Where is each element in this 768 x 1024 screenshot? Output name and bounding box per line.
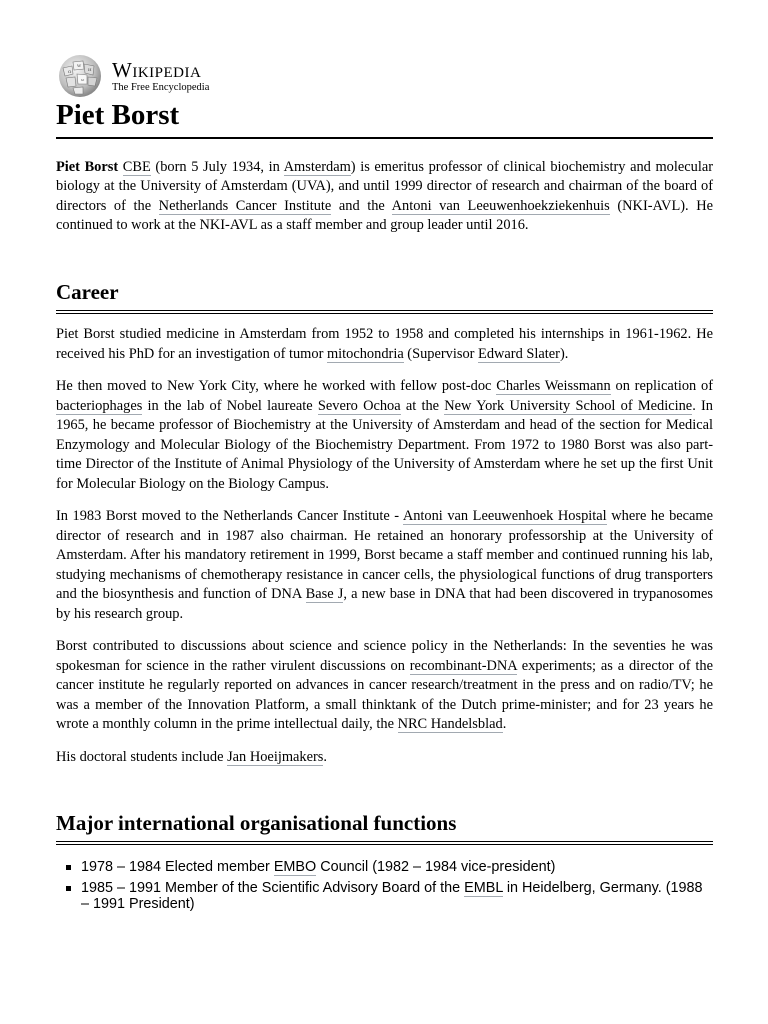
section-heading-international-functions: Major international organisational functions (56, 811, 713, 845)
career-p2-text-4: at the (400, 397, 445, 414)
page-title: Piet Borst (56, 100, 713, 139)
lead-paragraph (56, 158, 713, 236)
career-p1-text-3: ). (559, 345, 569, 362)
international-functions-list (56, 859, 713, 913)
link-base-j[interactable]: Base J (305, 586, 344, 603)
lead-text-1: (born 5 July 1934, in (150, 158, 284, 175)
career-p1-text-2: (Supervisor (403, 345, 479, 362)
career-p2-text-1: He then moved to New York City, where he worked with fellow post-doc (56, 378, 497, 395)
link-netherlands-cancer-institute[interactable]: Netherlands Cancer Institute (158, 197, 332, 214)
career-p2-text-2: on replication of (610, 378, 713, 395)
link-severo-ochoa[interactable]: Severo Ochoa (317, 397, 401, 414)
svg-text:И: И (88, 67, 92, 72)
link-antoni-van-leeuwenhoekziekenhuis[interactable]: Antoni van Leeuwenhoekziekenhuis (391, 197, 610, 214)
link-embo[interactable]: EMBO (273, 859, 317, 876)
svg-text:W: W (77, 63, 82, 68)
bullet (66, 886, 71, 891)
career-paragraph-1 (56, 325, 713, 364)
lead-text-3: and the (331, 197, 392, 214)
section-heading-career: Career (56, 280, 713, 314)
link-cbe[interactable]: CBE (122, 158, 151, 175)
lead-text-2: ) is emeritus professor of clinical biochemistry and molecular biology at the University of Amsterdam (UVA), and until 1999 director of research and chairman of the board of directors of the (56, 158, 714, 214)
career-p3-text-1: In 1983 Borst moved to the Netherlands Cancer Institute - (56, 508, 403, 525)
career-p1-text-1: Piet Borst studied medicine in Amsterdam from 1952 to 1958 and completed his internships in 1961-1962. He received his PhD for an investigation of tumor (56, 326, 713, 362)
link-bacteriophages[interactable]: bacteriophages (56, 397, 143, 414)
link-nyu-school-of-medicine[interactable]: New York University School of Medicine (444, 397, 693, 414)
bullet (66, 865, 71, 870)
wordmark-tagline: The Free Encyclopedia (112, 82, 210, 94)
link-nrc-handelsblad[interactable]: NRC Handelsblad (397, 716, 503, 733)
section-career (56, 325, 713, 767)
link-jan-hoeijmakers[interactable]: Jan Hoeijmakers (227, 748, 324, 765)
subject-name: Piet Borst (56, 158, 119, 175)
career-p5-text-1: His doctoral students include (56, 748, 228, 765)
link-antoni-van-leeuwenhoek-hospital[interactable]: Antoni van Leeuwenhoek Hospital (402, 508, 607, 525)
career-p4-text-2: experiments; as a director of the cancer institute he regularly reported on advances in cancer research/treatment in the press and on radio/TV; he was a member of the Innovation Platform, a small thinktank of the Dutch prime-minister; and for 23 years he wrote a monthly column in the prime intellectual daily, the (56, 657, 713, 733)
list-item (56, 859, 713, 876)
career-p2-text-3: in the lab of Nobel laureate (142, 397, 318, 414)
wikipedia-wordmark[interactable] (112, 58, 209, 94)
career-p5-text-2: . (323, 748, 327, 765)
career-p2-text-5: . In 1965, he became professor of Biochemistry at the University of Amsterdam and head of the section for Medical Enzymology and Molecular Biology of the Biochemistry Department. From 1972 to 1980 Borst was also part-time Director of the Institute of Animal Physiology of the University of Amsterdam where he set up the first Unit for Molecular Biology on the Biology Campus. (56, 397, 713, 492)
link-amsterdam[interactable]: Amsterdam (283, 158, 351, 175)
career-p3-text-2: where he became director of research and in 1987 also chairman. He retained an honorary professorship at the University of Amsterdam. After his mandatory retirement in 1999, Borst became a staff member and continued running his lab, studying mechanisms of chemotherapy resistance in cancer cells, the physiological functions of drug transporters and the biosynthesis and function of DNA (56, 508, 714, 603)
link-charles-weissmann[interactable]: Charles Weissmann (496, 378, 611, 395)
list-item (56, 880, 713, 913)
lead-text-4: (NKI-AVL). He continued to work at the NKI-AVL as a staff member and group leader until 2016. (56, 197, 713, 234)
item-text-2: Council (1982 – 1984 vice-president) (316, 859, 556, 876)
career-p4-text-1: Borst contributed to discussions about science and science policy in the Netherlands: In the seventies he was spokesman for science in the rather virulent discussions on (56, 638, 713, 674)
link-embl[interactable]: EMBL (464, 879, 503, 896)
wikipedia-header (56, 54, 713, 98)
article (56, 54, 713, 917)
career-p4-text-3: . (502, 716, 507, 733)
wikipedia-globe-icon[interactable] (56, 54, 104, 98)
item-text-1: 1985 – 1991 Member of the Scientific Advisory Board of the (81, 879, 465, 896)
career-paragraph-2 (56, 377, 713, 494)
link-mitochondria[interactable]: mitochondria (326, 345, 404, 362)
item-text-2: in Heidelberg, Germany. (1988 – 1991 President) (81, 879, 703, 913)
item-text-1: 1978 – 1984 Elected member (81, 859, 274, 876)
link-recombinant-dna[interactable]: recombinant-DNA (409, 657, 517, 674)
career-p3-text-3: , a new base in DNA that had been discovered in trypanosomes by his research group. (56, 586, 713, 622)
career-paragraph-4 (56, 637, 713, 735)
svg-text:ω: ω (81, 77, 85, 82)
wordmark-title: Wikipedia (112, 58, 202, 83)
link-edward-slater[interactable]: Edward Slater (478, 345, 560, 362)
career-paragraph-5 (56, 748, 713, 768)
career-paragraph-3 (56, 507, 713, 624)
svg-text:Ω: Ω (68, 69, 72, 74)
